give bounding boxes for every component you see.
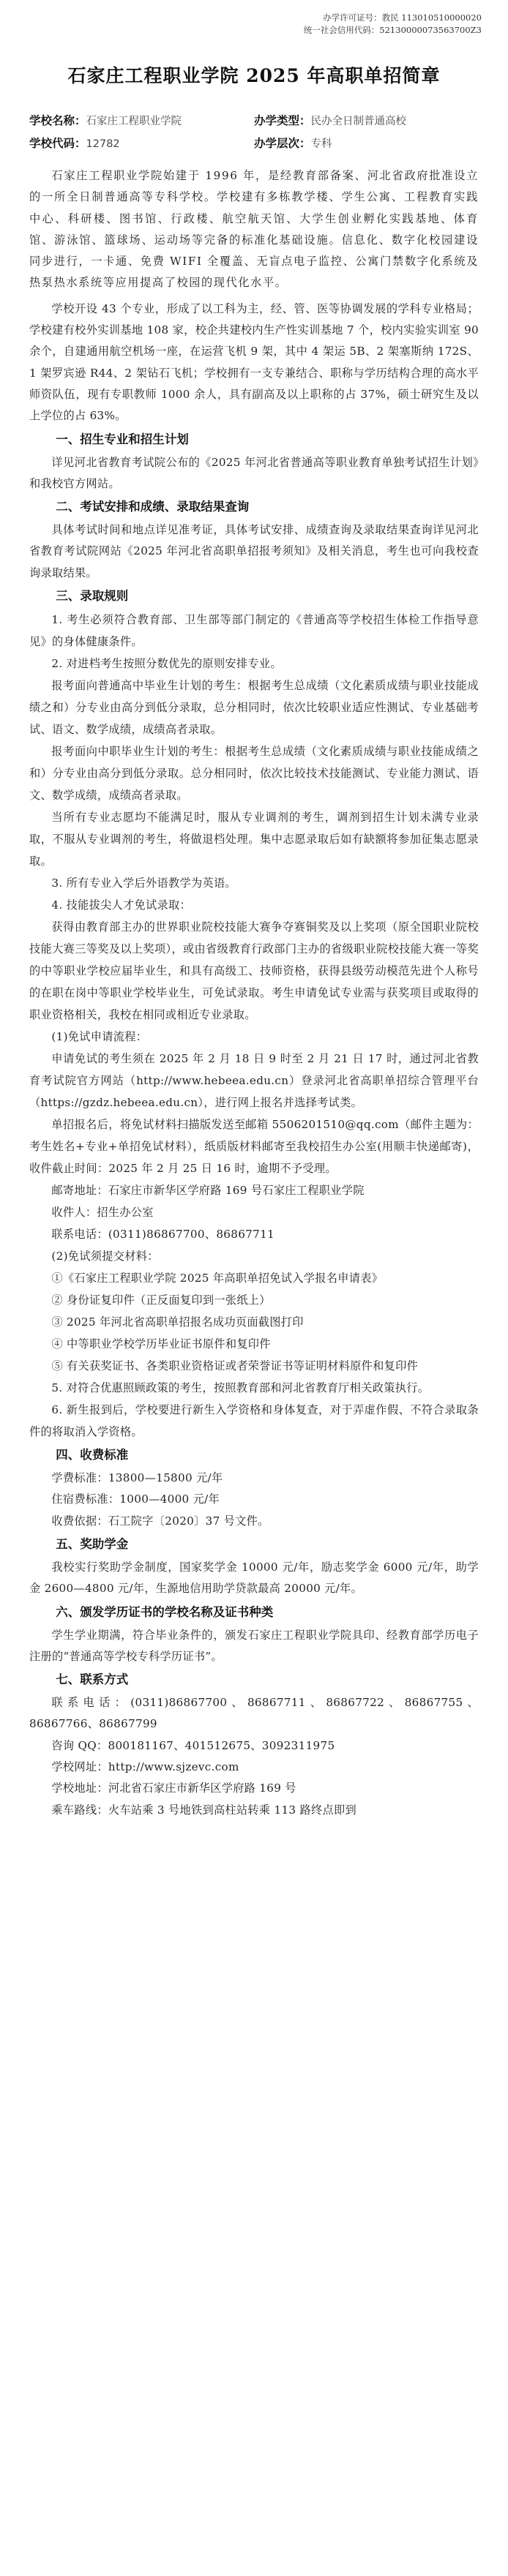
intro-paragraph: 石家庄工程职业学院始建于 1996 年，是经教育部备案、河北省政府批准设立的一所全日制普通高等专科学校。学校建有多栋教学楼、学生公寓、工程教育实践中心、科研楼、图书馆、行政楼、航空航天馆、大学生创业孵化实践基地、体育馆、游泳馆、篮球场、运动场等完备的标准化基础设施。信息化、数字化校园建设同步进行，一卡通、免费 WIFI 全覆盖、无盲点电子监控、公寓门禁数字化系统及热泵热水系统等应用提高了校园的现代化水平。: [29, 169, 479, 290]
rule-paragraph: 4. 技能拔尖人才免试录取：: [51, 898, 191, 912]
section-paragraph: 详见河北省教育考试院公布的《2025 年河北省普通高等职业教育单独考试招生计划》和我校官方网站。: [29, 455, 479, 490]
section-heading-fees: 四、收费标准: [56, 1448, 129, 1462]
section-heading-rules: 三、录取规则: [56, 589, 129, 604]
school-info-row-2: [29, 132, 479, 155]
section-heading-certificate: 六、颁发学历证书的学校名称及证书种类: [56, 1604, 274, 1619]
school-code-field: [29, 132, 254, 155]
rule-paragraph: (1)免试申请流程：: [51, 1030, 148, 1044]
school-level-field: [254, 132, 479, 155]
page-title: 石家庄工程职业学院 2025 年高职单招简章: [67, 65, 441, 86]
material-item: ①《石家庄工程职业学院 2025 年高职单招免试入学报名申请表》: [51, 1272, 384, 1285]
section-paragraph: 我校实行奖助学金制度，国家奖学金 10000 元/年，励志奖学金 6000 元/年，助学金 2600—4800 元/年，生源地信用助学贷款最高 20000 元/年。: [29, 1560, 479, 1596]
school-name-field: [29, 110, 254, 132]
material-item: ② 身份证复印件（正反面复印到一张纸上）: [51, 1293, 271, 1307]
section-heading-plan: 一、招生专业和招生计划: [56, 432, 189, 446]
recipient: 收件人：招生办公室: [51, 1206, 154, 1220]
rule-paragraph: 2. 对进档考生按照分数优先的原则安排专业。: [51, 657, 282, 671]
rule-paragraph: 6. 新生报到后，学校要进行新生入学资格和身体复查，对于弄虚作假、不符合录取条件的将取消入学资格。: [29, 1403, 479, 1439]
contact-phone-list: 联系电话：(0311)86867700、86867711、86867722、86867755、86867766、86867799: [29, 1696, 479, 1731]
section-paragraph: 具体考试时间和地点详见准考证，具体考试安排、成绩查询及录取结果查询详见河北省教育考试院网站《2025 年河北省高职单招报考须知》及相关消息，考生也可向我校查询录取结果。: [29, 523, 479, 579]
school-level-label: 办学层次：: [254, 136, 311, 150]
school-name-value: 石家庄工程职业学院: [86, 116, 182, 127]
school-name-label: 学校名称：: [29, 113, 86, 127]
school-address: 学校地址：河北省石家庄市新华区学府路 169 号: [51, 1781, 296, 1795]
credit-code-label: 统一社会信用代码：: [303, 25, 380, 35]
fee-item: 学费标准：13800—15800 元/年: [51, 1471, 223, 1485]
rule-paragraph: 5. 对符合优惠照顾政策的考生，按照教育部和河北省教育厅相关政策执行。: [51, 1381, 430, 1395]
intro-paragraph: 学校开设 43 个专业，形成了以工科为主，经、管、医等协调发展的学科专业格局；学校建有校外实训基地 108 家，校企共建校内生产性实训基地 7 个，校内实验实训室 90 余个，自建通用航空机场一座，在运营飞机 9 架，其中 4 架运 5B、2 架塞斯纳 172S、1 架罗宾逊 R44、2 架钻石飞机；学校拥有一支专兼结合、职称与学历结构合理的高水平师资队伍，现有专职教师 1000 余人，具有副高及以上职称的占 37%，硕士研究生及以上学位的占 63%。: [29, 301, 479, 423]
section-heading-contact: 七、联系方式: [56, 1672, 129, 1687]
license-line-1: [29, 12, 482, 24]
fee-item: 住宿费标准：1000—4000 元/年: [51, 1492, 220, 1506]
rule-paragraph: 3. 所有专业入学后外语教学为英语。: [51, 876, 236, 890]
rule-paragraph: 申请免试的考生须在 2025 年 2 月 18 日 9 时至 2 月 21 日 17 时，通过河北省教育考试院官方网站（http://www.hebeea.edu.cn）登录河北省高职单招综合管理平台（https://gzdz.hebeea.edu.cn），进行网上报名并选择考试类。: [29, 1052, 479, 1110]
school-info-row-1: [29, 110, 479, 132]
mailing-address: 邮寄地址：石家庄市新华区学府路 169 号石家庄工程职业学院: [51, 1184, 365, 1198]
school-code-value: 12782: [86, 138, 120, 150]
rule-paragraph: 1. 考生必须符合教育部、卫生部等部门制定的《普通高等学校招生体检工作指导意见》的身体健康条件。: [29, 613, 479, 649]
school-type-value: 民办全日制普通高校: [310, 116, 407, 127]
license-value-1: 教民 113010510000020: [381, 12, 482, 23]
material-item: ④ 中等职业学校学历毕业证书原件和复印件: [51, 1337, 271, 1351]
fee-item: 收费依据：石工院字〔2020〕37 号文件。: [51, 1514, 269, 1528]
credit-code-value: 52130000073563700Z3: [379, 25, 482, 35]
school-type-field: [254, 110, 479, 132]
school-info: [29, 110, 479, 155]
school-code-label: 学校代码：: [29, 136, 86, 150]
school-type-label: 办学类型：: [254, 113, 311, 127]
rule-paragraph: 当所有专业志愿均不能满足时，服从专业调剂的考生，调剂到招生计划未满专业录取，不服从专业调剂的考生，将做退档处理。集中志愿录取后如有缺额将参加征集志愿录取。: [29, 811, 479, 868]
bus-route: 乘车路线：火车站乘 3 号地铁到高柱站转乘 113 路终点即到: [51, 1803, 356, 1817]
rule-paragraph: (2)免试须提交材料：: [51, 1250, 159, 1263]
rule-paragraph: 报考面向普通高中毕业生计划的考生：根据考生总成绩（文化素质成绩与职业技能成绩之和）分专业由高分到低分录取，总分相同时，依次比较职业适应性测试、专业基础考试、语文、数学成绩，成绩高者录取。: [29, 679, 479, 737]
school-level-value: 专科: [310, 138, 332, 150]
license-header: [29, 12, 482, 37]
section-paragraph: 学生学业期满，符合毕业条件的，颁发石家庄工程职业学院具印、经教育部学历电子注册的“普通高等学校专科学历证书”。: [29, 1628, 479, 1663]
contact-qq: 咨询 QQ：800181167、401512675、3092311975: [51, 1738, 335, 1752]
material-item: ⑤ 有关获奖证书、各类职业资格证或者荣誉证书等证明材料原件和复印件: [51, 1359, 419, 1373]
contact-phone: 联系电话：(0311)86867700、86867711: [51, 1228, 275, 1242]
section-heading-scholarship: 五、奖助学金: [56, 1536, 129, 1551]
license-line-2: [29, 24, 482, 37]
school-website: 学校网址：http://www.sjzevc.com: [51, 1760, 239, 1774]
rule-paragraph: 单招报名后，将免试材料扫描版发送至邮箱 5506201510@qq.com（邮件主题为：考生姓名+专业+单招免试材料），纸质版材料邮寄至我校招生办公室(用顺丰快递邮寄)，收件截止时间：2025 年 2 月 25 日 16 时，逾期不予受理。: [29, 1118, 479, 1176]
material-item: ③ 2025 年河北省高职单招报名成功页面截图打印: [51, 1315, 304, 1329]
rule-paragraph: 获得由教育部主办的世界职业院校技能大赛争夺赛铜奖及以上奖项（原全国职业院校技能大赛三等奖及以上奖项），或由省级教育行政部门主办的省级职业院校技能大赛一等奖的中等职业学校应届毕业生，和具有高级工、技师资格，获得县级劳动模范先进个人称号的在职在岗中等职业学校毕业生，可免试录取。考生申请免试专业需与获奖项目或取得的职业资格相关，我校在相同或相近专业录取。: [29, 920, 479, 1022]
section-heading-exam: 二、考试安排和成绩、录取结果查询: [56, 500, 250, 514]
rule-paragraph: 报考面向中职毕业生计划的考生：根据考生总成绩（文化素质成绩与职业技能成绩之和）分专业由高分到低分录取。总分相同时，依次比较技术技能测试、专业能力测试、语文、数学成绩，成绩高者录取。: [29, 745, 479, 803]
license-label-1: 办学许可证号：: [323, 12, 382, 23]
